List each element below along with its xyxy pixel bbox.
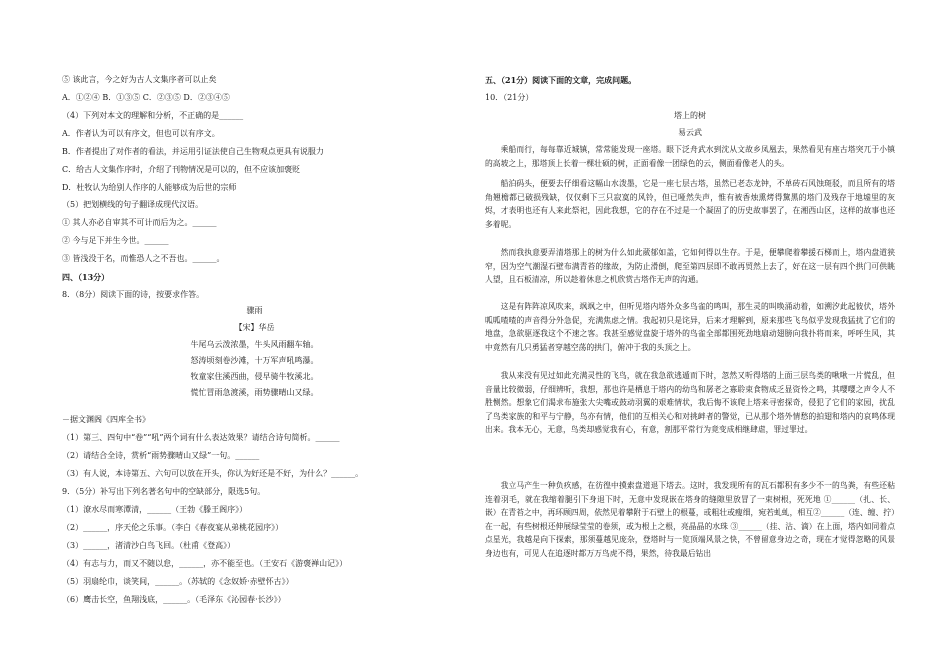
left-line: ① 其人亦必自审其不可计而后为之。______ <box>62 218 217 227</box>
left-line: （6）鹰击长空，鱼翔浅底，______。（毛泽东《沁园春·长沙》） <box>62 595 286 604</box>
article-paragraph: 我立马产生一种负疚感，在彷徨中摸索盘道退下塔去。这时，我发现所有的瓦石都积有多少不一的鸟粪，有些还粘连着羽毛，就在我缩着腿引下身退下时，无意中发现嵌在塔身的缝隙里放冒了一束树根，死死地 ①______（扎、长、嵌）在青苔之中，再环顾四周，依然见着攀附于石壁上的根蔓，或粗壮或瘦细，宛若虬虬，相互②______（连、缠、拧）在一起，有些树根还伸展绿莹莹的卷须，或为根上之根，亮晶晶的水珠 ③______（挂、沾、滴）在上面，塔内如同着点点星光，我越是向下探索，那须蔓越见庞杂，登塔时与一览顶端风景之快，不曾留意身边之奇，现在才觉得忽略的风景身边也有，可见人在追逐时都万万鸟虎不得，果然，待我最后钻出 <box>485 481 895 558</box>
poem-line: 牛尾乌云泼浓墨，牛头风雨翻车轴。 <box>190 340 319 349</box>
poem-line: 怒涛顷刻卷沙滩，十万军声吼鸣瀑。 <box>190 356 319 365</box>
poem-title: 骤雨 <box>246 306 263 315</box>
left-line: ③ 皆浅没于名，而惟恐人之不吾也。______。 <box>62 254 225 263</box>
left-line: （1）第三、四句中“卷”“吼”两个词有什么表达效果？请结合诗句简析。______ <box>62 433 340 442</box>
left-line: B．作者提出了对作者的看法，并运用引证法使自己生物观点更具有说服力 <box>62 147 324 156</box>
left-line: （5）羽扇纶巾，谈笑间，______。（苏轼的《念奴娇·赤壁怀古》） <box>62 577 294 586</box>
left-line: （4）有志与力，而又不随以怠，______，亦不能至也。（王安石《游褒禅山记》） <box>62 559 348 568</box>
article-paragraph: 我从来没有见过如此充满灵性的飞鸟，就在我急欲逃遁而下时，忽然又听得塔的上面三层鸟类的啾啾一片慌乱，但音量比较微弱，仔细辨听，我想，那也许是栖息于塔内的幼鸟和孱老之寡聆束食物成乏显资怜之鸣，其嘤嘤之声令人不胜恻然。想象它们渴求布施张大尖嘴或鼓动羽翼的艰难情状，我后悔不该爬上塔来寻密探奇，侵犯了它们的家园，扰乱了鸟类家族的和平与宁静，鸟亦有情，他们的互相关心和对挑衅者的警觉，已从那个塔外情愁的拍翅和塔内的哀鸣体现出来。我本无心，无意，鸟类却感觉我有心，有意，割那平常行为竟变成相继肆虐，罪过罪过。 <box>485 371 895 435</box>
left-line: （2）______，序天伦之乐事。（李白《春夜宴从弟桃花园序》） <box>62 523 284 532</box>
left-line: （4）下列对本文的理解和分析，不正确的是______ <box>62 111 244 120</box>
left-line: ⑤ 该此言，今之好为古人文集序者可以止矣 <box>62 75 217 84</box>
poem-line: 牧童家住溪西曲，侵早骑牛牧溪北。 <box>190 372 319 381</box>
poem-line: 慌忙冒雨急渡溪，雨势骤晴山又绿。 <box>190 388 319 397</box>
left-line: （1）潦水尽而寒潭清，______（王勃《滕王阁序》） <box>62 505 248 514</box>
article-paragraph: 这是有阵阵凉风吹来，飒飒之中，但听见塔内塔外众多鸟雀的鸣叫，那生灵的叫唤涌动着，如溯汐此起彼伏，塔外呱呱喳喳的声音得分外急促，充满焦虑之情。我起初只是诧异，后来才理解到，原来那些飞鸟似乎发现我猛扰了它们的地盘，急欲驱逐我这个不速之客。我甚至感觉盘旋于塔外的鸟雀全部都围死劲地扇动翅膀向我扑将而来，呼呼生风，其中竟然有几只勇猛者穿越空荡的拱门，俯冲于我的头顶之上。 <box>485 302 895 352</box>
left-line: ② 今与足下并生今世。______ <box>62 236 169 245</box>
left-line: A．①②④ B．①③⑤ C．②③⑤ D．②③④⑤ <box>62 93 230 102</box>
left-line: （2）请结合全诗，赏析“雨势骤晴山又绿”一句。______ <box>62 451 260 460</box>
section-heading-5: 五、（21分）阅读下面的文章，完成问题。 <box>485 75 637 85</box>
article-title: 塔上的树 <box>674 111 706 120</box>
article-paragraph: 然而我执意要弄清塔那上的树为什么如此葳郁如盖，它如何得以生存。于是，便攀爬着攀援石梯而上，塔内盘道狭窄，因为空气潮湿石壁布满青苔的缘故，为防止滑倒，爬至第四层即不敢再贸然上去了，好在这一层有四个拱门可供眺人望，且石板清凉，所以趁着休息之机欣赏古塔作无声的沟通。 <box>485 248 895 285</box>
left-line: （5）把划横线的句子翻译成现代汉语。 <box>62 200 204 209</box>
article-paragraph: 船泊码头，便要去仔细看这幅山水泼墨，它是一座七层古塔，虽然已老态龙钟，不单砖石风蚀斑驳，而且所有的塔角翘檐都已破损残缺，仅仅剩下三只寂寞的风铃，但已哑然失声，惟有被香烛熏烤得黧黑的塔门及残存于地墟里的灰烬，才表明也还有人来此祭祀，因此我想，它的存在不过是一个凝固了的历史故事罢了，在湘西山区，这样的故事也还多着呢。 <box>485 179 895 229</box>
left-line: （3）______，渚清沙白鸟飞回。（杜甫《登高》） <box>62 541 236 550</box>
left-line: D．杜牧认为给别人作序的人能够成为后世的宗师 <box>62 183 237 192</box>
left-line: （3）有人说，本诗第五、六句可以放在开头，你认为好还是不好，为什么？______。 <box>62 469 364 478</box>
poem-source: －据文渊阁《四库全书》 <box>62 415 150 424</box>
section-heading-4: 四、（13分） <box>62 272 110 282</box>
question-10: 10．（21分） <box>485 93 534 102</box>
question-9: 9．（5分）补写出下列名著名句中的空缺部分，限选5句。 <box>62 487 266 496</box>
left-line: A．作者认为可以有序文，但也可以有序文。 <box>62 129 220 138</box>
left-line: C．给古人文集作序时，介绍了刊物情况是可以的，但不应该加褒贬 <box>62 165 301 174</box>
article-paragraph: 乘船而行，每每靠近城镇，常常能发现一座塔。眼下泛舟武水到沈从文故乡凤凰去，果然看见有座古塔突兀于小镇的高坡之上，那塔顶上长着一棵壮硕的树，正面看像一团绿色的云，侧面看像老人的头。 <box>485 145 895 168</box>
poem-author: 【宋】华岳 <box>234 323 275 332</box>
article-author: 易云武 <box>678 128 702 137</box>
question-8: 8．（8分）阅读下面的诗，按要求作答。 <box>62 290 205 299</box>
